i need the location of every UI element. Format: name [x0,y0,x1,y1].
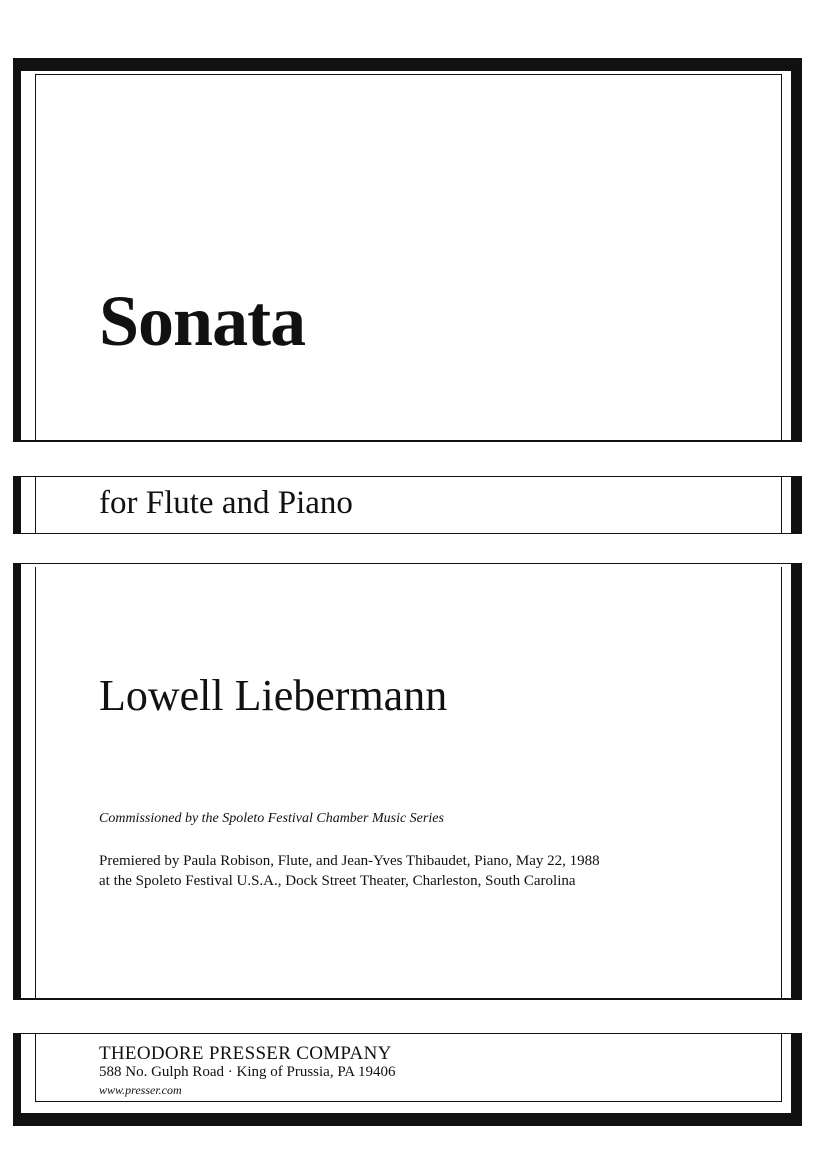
composer-panel [13,563,802,1000]
premiere-line-2: at the Spoleto Festival U.S.A., Dock Street Theater, Charleston, South Carolina [99,873,576,889]
publisher-name: THEODORE PRESSER COMPANY [99,1043,392,1064]
title-panel-frame [35,74,782,440]
commission-note: Commissioned by the Spoleto Festival Chamber Music Series [99,811,444,826]
composer-panel-frame [35,567,782,1000]
subtitle-panel [13,476,802,534]
publisher-url: www.presser.com [99,1083,182,1097]
publisher-address: 588 No. Gulph Road · King of Prussia, PA 19406 [99,1064,396,1080]
work-title: Sonata [99,281,306,361]
premiere-line-1: Premiered by Paula Robison, Flute, and Jean-Yves Thibaudet, Piano, May 22, 1988 [99,853,600,869]
premiere-note [99,851,600,891]
composer-name: Lowell Liebermann [99,671,448,720]
instrumentation-subtitle: for Flute and Piano [99,485,353,521]
title-panel [13,58,802,442]
publisher-panel [13,1033,802,1126]
